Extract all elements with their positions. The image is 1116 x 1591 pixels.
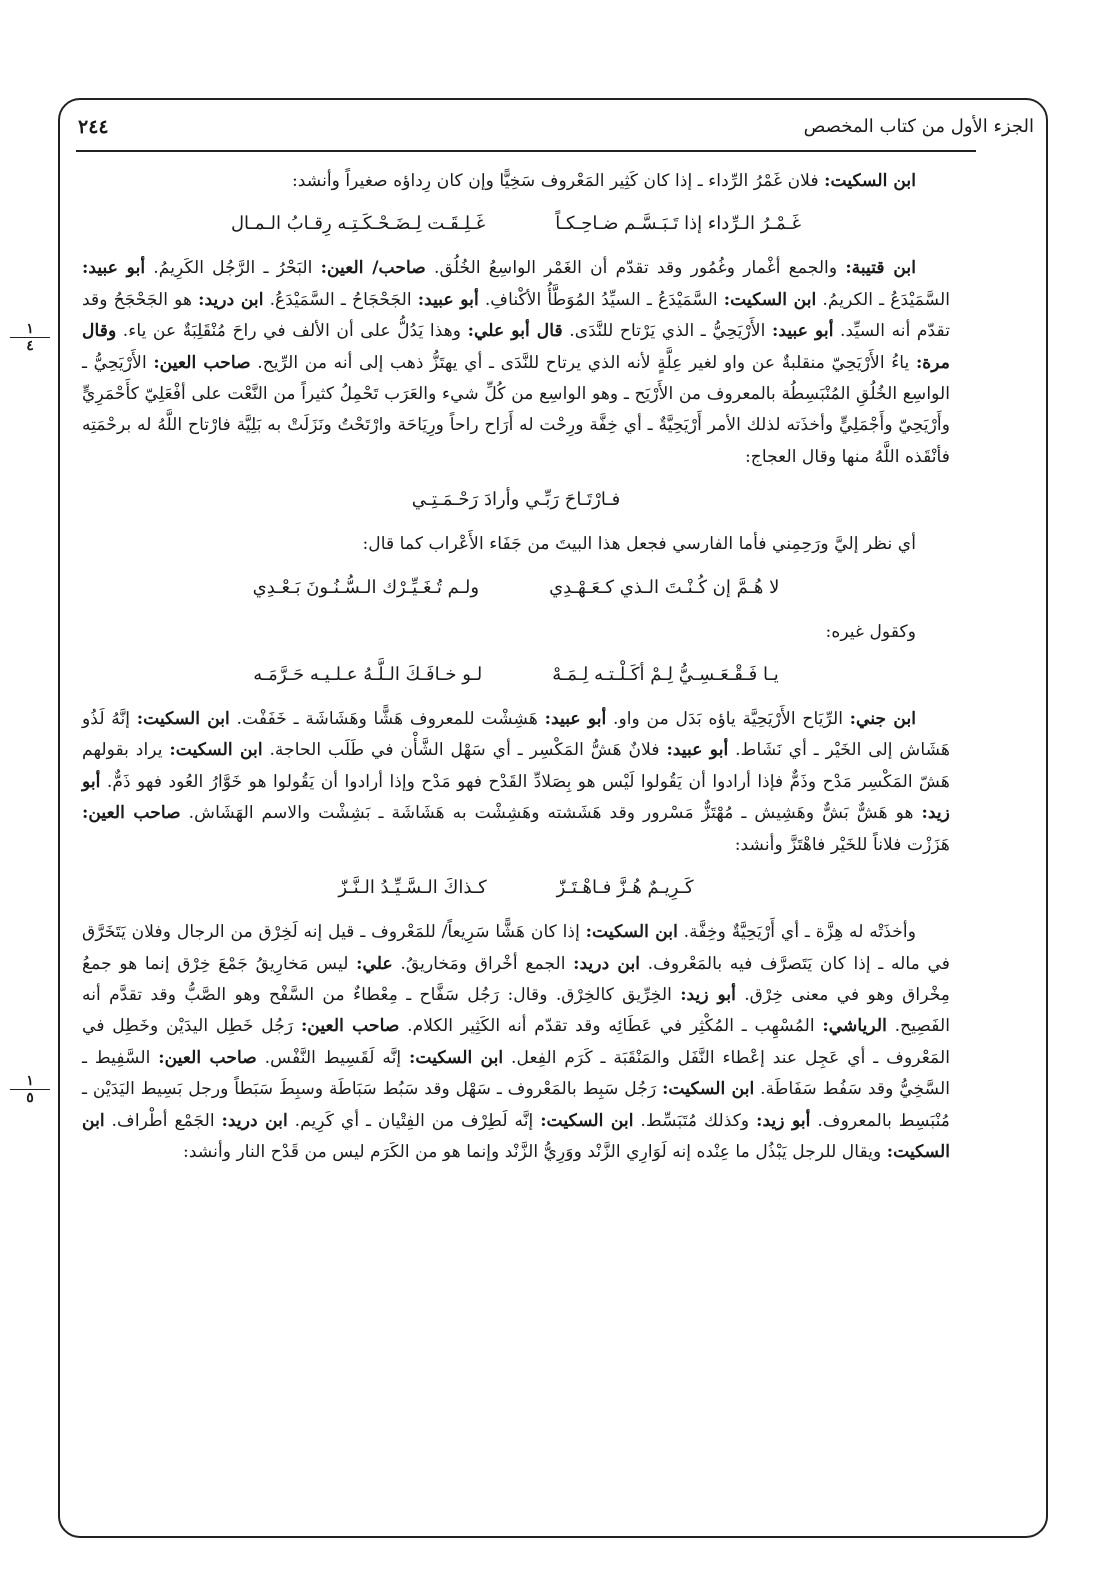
authority-name: صاحب/ العين:	[320, 258, 426, 279]
authority-name: أبو زيد:	[756, 1110, 811, 1131]
verse-first-hemistich: لا هُـمَّ إن كُـنْـتَ الـذي كـعَـهْـدِي	[549, 576, 780, 598]
authority-name: أبو عبيد:	[82, 258, 146, 279]
authority-name: ابن السكيت:	[136, 709, 230, 730]
page-number: ٢٤٤	[78, 116, 109, 138]
authority-name: صاحب العين:	[300, 1016, 400, 1037]
authority-name: ابن السكيت:	[540, 1110, 634, 1131]
verse-first-hemistich: غَـمْـرُ الـرِّداء إذا تَـبَـسَّـم ضـاحِـكـاً	[555, 213, 802, 235]
verse	[82, 660, 950, 690]
verse-second-hemistich: ولـم تُـغَـيِّـرْك الـسُّـنُـونَ بَـعْـدِي	[252, 576, 480, 598]
authority-name: صاحب العين:	[82, 803, 181, 824]
paragraph: ابن السكيت: فلان غَمْرُ الرِّداء ـ إذا كان كَثِير المَعْروف سَخِيًّا وإن كان رِداؤه صغيراً وأنشد:	[291, 171, 916, 191]
authority-name: أبو زيد:	[82, 771, 950, 824]
authority-name: ابن السكيت:	[408, 1047, 504, 1068]
paragraph: ابن جني: الرِّيَاح الأَرْيَحِيَّة ياؤه بَدَل من واو. أبو عبيد: هَشِشْت للمعروف هَشًّا وهَشَاشَة ـ خَفَفْت. ابن السكيت: إنَّهُ لَذُو هَشَاش إلى الخَيْر ـ أي نَشَاط. أبو عبيد: فلانٌ هَشُّ المَكْسِر ـ أي سَهْل الشَّأْن في طَلَب الحاجة. ابن السكيت: يراد بقولهم هَشّ المَكْسِر مَدْح وذَمٌّ فإذا أرادوا أن يَقُولوا لَيْس هو بِصَلادِّ القَدْح فهو مَدْح وإذا أرادوا أن يَقُولوا هو خَوَّارُ العُود فهو ذَمٌّ. أبو زيد: هو هَشٌّ بَشٌّ وهَشِيش ـ مُهْتَزٌّ مَسْرور وقد هَشَشته وهَشِشْت به هَشَاشَة ـ بَشِشْت والاسم الهَشَاش. صاحب العين: هَزَزْت فلاناً للخَيْر فاهْتَزَّ وأنشد:	[82, 709, 951, 855]
authority-name: ابن قتيبة:	[845, 258, 916, 279]
authority-name: ابن السكيت:	[82, 1110, 950, 1162]
paragraph: وأخذَتْه له هِزَّة ـ أي أَرْيَحِيَّةٌ وخِفَّة. ابن السكيت: إذا كان هَشًّا سَرِيعاً/ للمَعْروف ـ قيل إنه لَخِرْق من الرجال وفلان يَتَخَرَّق في ماله ـ إذا كان يَتَصرَّف فيه بالمَعْروف. ابن دريد: الجمع أخْراق ومَخاريقُ. علي: ليس مَخارِيقُ جَمْعَ خِرْق إنما هو جمعُ مِخْراق وهو في معنى خِرْق. أبو زيد: الخِرِّيق كالخِرْق. وقال: رَجُل سَفَّاح ـ مِعْطاءٌ من السَّفْح وهو الصَّبُّ وقد تقدَّم أنه الفَصِيح. الرياشي: المُسْهِب ـ المُكْثِر في عَطَائِه وقد تقدّم أنه الكَثِير الكلام. صاحب العين: رَجُل خَطِل اليدَيْن وخَطِل في المَعْروف ـ أي عَجِل عند إعْطاء النَّفَل والمَنْقَبَة ـ كَرَم الفِعل. ابن السكيت: إنَّه لَقَسِيط النَّفْس. صاحب العين: السَّفِيط ـ السَّخِيُّ وقد سَفُط سَفَاطَة. ابن السكيت: رَجُل سَبِط بالمَعْروف ـ سَهْل وقد سَبُط سَبَاطَة وسبِطَ سَبَطاً ورجل بَسِيط اليَدَيْن ـ مُنْبَسِط بالمعروف. أبو زيد: وكذلك مُتَبَسِّط. ابن السكيت: إنَّه لَطِرْف من الفِتْيان ـ أي كَرِيم. ابن دريد: الجَمْع أطْراف. ابن السكيت: ويقال للرجل يَبْذُل ما عِنْده إنه لَوَارِي الزَّنْد ووَرِيُّ الزَّنْد وإنما هو من الكَرَم ليس من قَدْح النار وأنشد:	[82, 922, 951, 1162]
book-title: الجزء الأول من كتاب المخصص	[803, 116, 1034, 137]
authority-name: أبو زيد:	[680, 984, 736, 1005]
header-rule	[76, 150, 976, 152]
paragraph: ابن قتيبة: والجمع أغْمار وغُمُور وقد تقدّم أن الغَمْر الواسِعُ الخُلُق. صاحب/ العين: البَحْرُ ـ الرَّجُل الكَرِيمُ. أبو عبيد: السَّمَيْدَعُ ـ الكريمُ. ابن السكيت: السَّمَيْدَعُ ـ السيِّدُ المُوَطَّأُ الأكْنافِ. أبو عبيد: الجَحْجَاحُ ـ السَّمَيْدَعُ. ابن دريد: هو الجَحْجَحُ وقد تقدّم أنه السيِّد. أبو عبيد: الأَرْيَحِيُّ ـ الذي يَرْتاح للنَّدَى. قال أبو علي: وهذا يَدُلُّ على أن الألف في راحَ مُنْقَلِبَةٌ عن ياء. وقال مرة: ياءُ الأَرْيَحِيّ منقلبةٌ عن واو لغير عِلَّةٍ لأنه الذي يرتاح للنَّدَى ـ أي يهتَزُّ ذهب إلى أنه من الرِّيح. صاحب العين: الأَرْيَحِيُّ ـ الواسِع الخُلُقِ المُنْبَسِطُة بالمعروف من الأَرْيَح ـ وهو الواسِع من كُلِّ شيء والعَرَب تَحْمِلُ كثيراً من النَّعْت على أفْعَلِيّ كأَحْمَرِيٍّ وأَرْيَحِيّ وأَجْمَلِيٍّ وأخذَته لذلك الأمر أَرْيَحِيَّةٌ ـ أي خِفَّة ورِحْت له أَرَاح راحاً ورِيَاحَة وارْتَحْتُ ونَزَلَتْ به بَلِيَّة فارْتاح اللَّهُ له برحْمَتِه فأنْقَذه اللَّهُ منها وقال العجاج:	[82, 258, 951, 467]
authority-name: ابن السكيت:	[585, 922, 678, 943]
authority-name: أبو عبيد:	[544, 709, 607, 730]
authority-name: أبو عبيد:	[666, 740, 729, 761]
authority-name: أبو عبيد:	[417, 289, 479, 310]
verse-line: فـارْتَـاحَ رَبِّـي وأرادَ رَحْـمَـتِـي	[411, 489, 621, 511]
page-body	[82, 166, 950, 1168]
authority-name: ابن جني:	[849, 709, 917, 730]
authority-name: ابن السكيت:	[723, 289, 817, 310]
paragraph: أي نظر إليَّ ورَحِمِني فأما الفارسي فجعل هذا البيتَ من جَفَاء الأَعْراب كما قال:	[362, 534, 916, 555]
page-header	[60, 112, 1046, 152]
authority-name: ابن السكيت:	[824, 171, 916, 191]
authority-name: ابن السكيت:	[662, 1079, 755, 1100]
authority-name: ابن دريد:	[198, 289, 264, 310]
margin-note-1: ١ ٤	[10, 322, 50, 353]
verse-first-hemistich: كَـرِيـمٌ هُـزَّ فـاهْـتَـزّ	[556, 877, 694, 899]
verse	[82, 209, 950, 239]
verse	[82, 573, 950, 603]
authority-name: وقال مرة:	[82, 321, 950, 373]
verse-first-hemistich: يـا فَـقْـعَـسِـيُّ لِـمْ أكَـلْـتـه لِـمَـهْ	[552, 664, 779, 686]
authority-name: قال أبو علي:	[467, 321, 563, 342]
authority-name: ابن السكيت:	[169, 740, 263, 761]
authority-name: الرياشي:	[822, 1016, 887, 1037]
verse-second-hemistich: لـو خـافَـكَ الـلَّـهُ عـلـيـه حَـرَّمَـه	[253, 664, 483, 686]
authority-name: ابن دريد:	[573, 953, 641, 974]
verse-second-hemistich: غَـلِـقَـت لِـضَـحْـكَـتِـه رِقـابُ الـمـال	[230, 213, 486, 235]
authority-name: أبو عبيد:	[771, 321, 834, 342]
authority-name: ابن دريد:	[221, 1110, 288, 1131]
authority-name: صاحب العين:	[153, 352, 251, 373]
verse	[82, 873, 950, 903]
paragraph: وكقول غيره:	[825, 621, 916, 642]
verse-second-hemistich: كـذاكَ الـسَّـيِّـدُ الـنَّـزّ	[338, 877, 487, 899]
verse	[82, 485, 950, 515]
authority-name: صاحب العين:	[158, 1047, 257, 1068]
authority-name: علي:	[356, 953, 393, 974]
margin-note-2: ١ ٥	[10, 1074, 50, 1105]
